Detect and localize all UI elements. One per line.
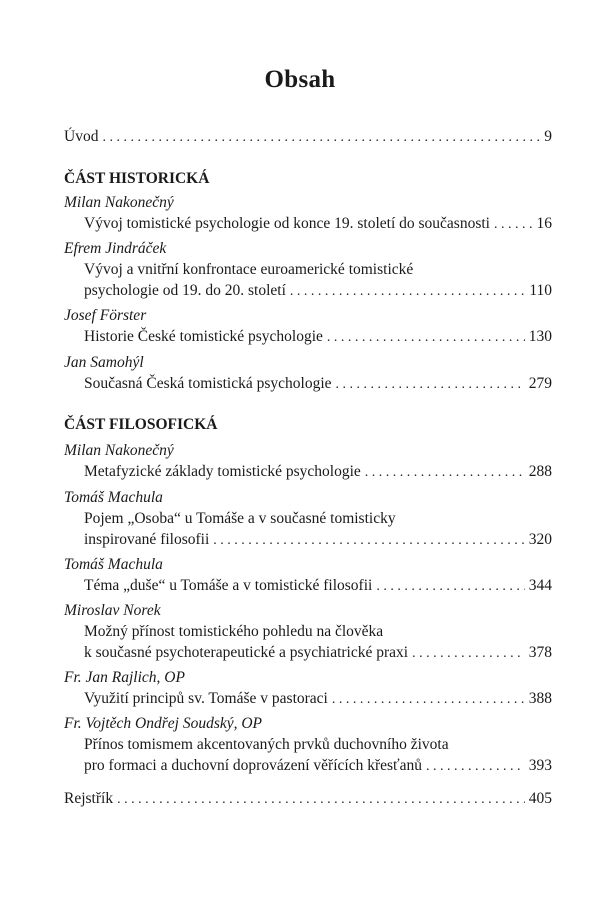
dot-leader [426,756,525,778]
entry-author: Efrem Jindráček [64,240,167,257]
dot-leader [365,462,525,484]
entry-title: Rejstřík [64,790,114,807]
dot-leader [290,281,525,303]
section-heading: ČÁST HISTORICKÁ [64,170,210,187]
entry-title: Metafyzické základy tomistické psychologie [84,463,361,480]
entry-author: Miroslav Norek [64,602,161,619]
toc-entry-index [64,788,552,810]
dot-leader [213,530,524,552]
entry-title: inspirované filosofii [84,531,210,548]
dot-leader [376,576,524,598]
entry-title: Úvod [64,128,99,145]
entry-author: Josef Förster [64,307,147,324]
section-heading: ČÁST FILOSOFICKÁ [64,416,218,433]
entry-title-line: Pojem „Osoba“ u Tomáše a v současné tomisticky [84,510,396,527]
entry-author: Fr. Jan Rajlich, OP [64,669,185,686]
toc-entry [84,373,552,395]
entry-title: Současná Česká tomistická psychologie [84,375,332,392]
dot-leader [336,374,525,396]
entry-author: Tomáš Machula [64,556,163,573]
page-number: 279 [528,375,552,392]
page-number: 378 [528,644,552,661]
page-number: 288 [528,463,552,480]
page-number: 16 [536,215,552,232]
page-number: 320 [528,531,552,548]
page-number: 110 [529,282,552,299]
toc-entry [84,213,552,235]
toc-entry [84,326,552,348]
dot-leader [332,689,525,711]
page-number: 405 [528,790,552,807]
entry-author: Milan Nakonečný [64,442,174,459]
entry-title-line: Přínos tomismem akcentovaných prvků duchovního života [84,736,449,753]
toc-entry [84,575,552,597]
dot-leader [494,214,533,236]
toc-entry [84,755,552,777]
entry-title: Využití principů sv. Tomáše v pastoraci [84,690,328,707]
entry-title-line: Vývoj a vnitřní konfrontace euroamerické tomistické [84,261,414,278]
toc-entry [84,642,552,664]
toc-entry [84,529,552,551]
toc-entry-intro [64,126,552,148]
entry-title: pro formaci a duchovní doprovázení věřících křesťanů [84,757,423,774]
entry-title: Téma „duše“ u Tomáše a v tomistické filosofii [84,577,373,594]
dot-leader [102,127,540,149]
page-number: 393 [528,757,552,774]
dot-leader [117,789,525,811]
entry-title: Historie České tomistické psychologie [84,328,323,345]
toc-entry [84,688,552,710]
entry-title: psychologie od 19. do 20. století [84,282,286,299]
page-title: Obsah [264,66,336,93]
entry-author: Milan Nakonečný [64,194,174,211]
page-number: 388 [528,690,552,707]
page-number: 9 [544,128,552,145]
entry-author: Tomáš Machula [64,489,163,506]
dot-leader [412,643,525,665]
entry-title: k současné psychoterapeutické a psychiatrické praxi [84,644,409,661]
entry-author: Jan Samohýl [64,354,144,371]
page-number: 344 [528,577,552,594]
toc-entry [84,461,552,483]
entry-author: Fr. Vojtěch Ondřej Soudský, OP [64,715,263,732]
entry-title-line: Možný přínost tomistického pohledu na člověka [84,623,384,640]
entry-title: Vývoj tomistické psychologie od konce 19. století do současnosti [84,215,490,232]
dot-leader [327,327,525,349]
page-number: 130 [528,328,552,345]
toc-entry [84,280,552,302]
